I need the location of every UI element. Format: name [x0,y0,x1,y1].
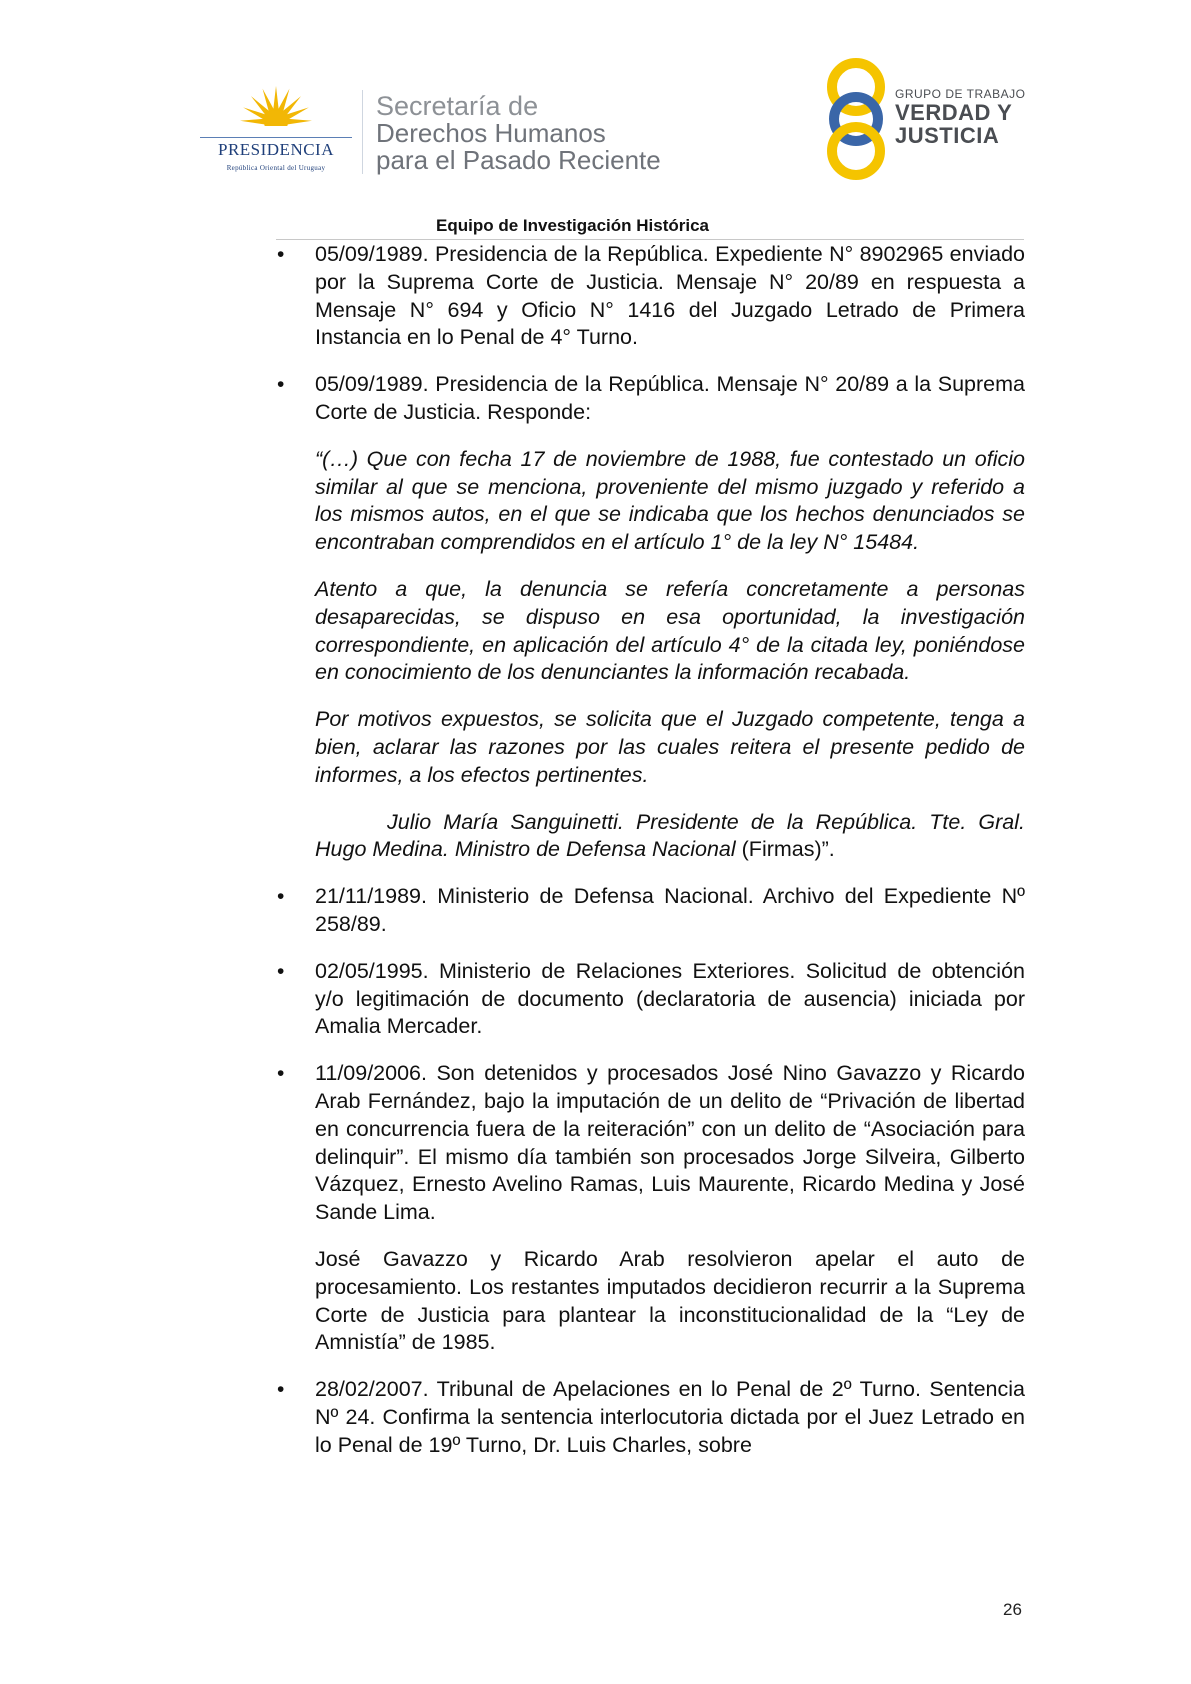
item-text: 21/11/1989. Ministerio de Defensa Nacional. Archivo del Expediente Nº 258/89. [315,884,1025,936]
quote-paragraph-2: Atento a que, la denuncia se refería concretamente a personas desaparecidas, se dispuso en esa oportunidad, la investigación correspondiente, en aplicación del artículo 4° de la citada ley, poniéndose en conocimiento de los denunciantes la información recabada. [315,576,1025,685]
signature-tail: (Firmas)”. [735,837,835,862]
presidencia-logo [196,82,356,182]
verdad-justicia-logo [822,57,1032,183]
item-text: 11/09/2006. Son detenidos y procesados José Nino Gavazzo y Ricardo Arab Fernández, bajo la imputación de un delito de “Privación de libertad en concurrencia fuera de la reiteración” con un delito de “Asociación para delinquir”. El mismo día también son procesados Jorge Silveira, Gilberto Vázquez, Ernesto Avelino Ramas, Luis Maurente, Ricardo Medina y José Sande Lima. [315,1061,1025,1225]
team-heading-text: Equipo de Investigación Histórica [436,216,709,235]
list-item [275,958,1025,1041]
bullet: • [277,959,285,983]
item-text: 05/09/1989. Presidencia de la República. Mensaje N° 20/89 a la Suprema Corte de Justicia. Responde: [315,372,1025,424]
sun-icon [236,82,316,138]
rings-icon [822,57,894,183]
bullet: • [277,1062,285,1086]
list-item [275,371,1025,864]
item-text: 02/05/1995. Ministerio de Relaciones Exteriores. Solicitud de obtención y/o legitimación de documento (declaratoria de ausencia) iniciada por Amalia Mercader. [315,958,1025,1039]
document-body [275,241,1025,1478]
bullet: • [277,1378,285,1402]
list-item [275,241,1025,352]
list-item [275,1376,1025,1459]
gtvj-line-3: JUSTICIA [895,123,1000,148]
secretaria-line-3: para el Pasado Reciente [376,145,661,175]
secretaria-logo-text [376,92,706,174]
gtvj-line-1: GRUPO DE TRABAJO [895,87,1026,101]
header-divider [362,90,363,174]
bullet: • [277,243,285,266]
bullet: • [277,885,285,909]
secretaria-line-1: Secretaría de [376,91,539,121]
item-text: 28/02/2007. Tribunal de Apelaciones en lo Penal de 2º Turno. Sentencia Nº 24. Confirma la sentencia interlocutoria dictada por el Juez Letrado en lo Penal de 19º Turno, Dr. Luis Charles, sobre [315,1377,1025,1457]
quote-paragraph-1: “(…) Que con fecha 17 de noviembre de 1988, fue contestado un oficio similar al que se menciona, proveniente del mismo juzgado y referido a los mismos autos, en el que se indicaba que los hechos denunciados se encontraban comprendidos en el artículo 1° de la ley N° 15484. [315,446,1025,555]
signature-paragraph [315,809,1025,865]
gtvj-line-2: VERDAD Y [895,100,1013,125]
verdad-justicia-text [895,87,1035,147]
bullet: • [277,373,285,397]
secretaria-line-2: Derechos Humanos [376,118,606,148]
presidencia-subtitle: República Oriental del Uruguay [226,164,326,172]
page-number: 26 [1003,1600,1022,1619]
header-rule [276,239,1024,240]
item-paragraph-2: José Gavazzo y Ricardo Arab resolvieron apelar el auto de procesamiento. Los restantes imputados decidieron recurrir a la Suprema Corte de Justicia para plantear la inconstitucionalidad de la “Ley de Amnistía” de 1985. [315,1246,1025,1355]
quote-paragraph-3: Por motivos expuestos, se solicita que el Juzgado competente, tenga a bien, aclarar las razones por las cuales reitera el presente pedido de informes, a los efectos pertinentes. [315,707,1025,787]
signature-names: Julio María Sanguinetti. Presidente de la República. Tte. Gral. Hugo Medina. Ministro de Defensa Nacional [315,809,1025,862]
list-item [275,1060,1025,1357]
presidencia-title: PRESIDENCIA [217,140,334,159]
item-text: 05/09/1989. Presidencia de la República. Expediente N° 8902965 enviado por la Suprema Corte de Justicia. Mensaje N° 20/89 en respuesta a Mensaje N° 694 y Oficio N° 1416 del Juzgado Letrado de Primera Instancia en lo Penal de 4° Turno. [315,242,1025,350]
presidencia-divider [200,137,352,138]
list-item [275,883,1025,939]
